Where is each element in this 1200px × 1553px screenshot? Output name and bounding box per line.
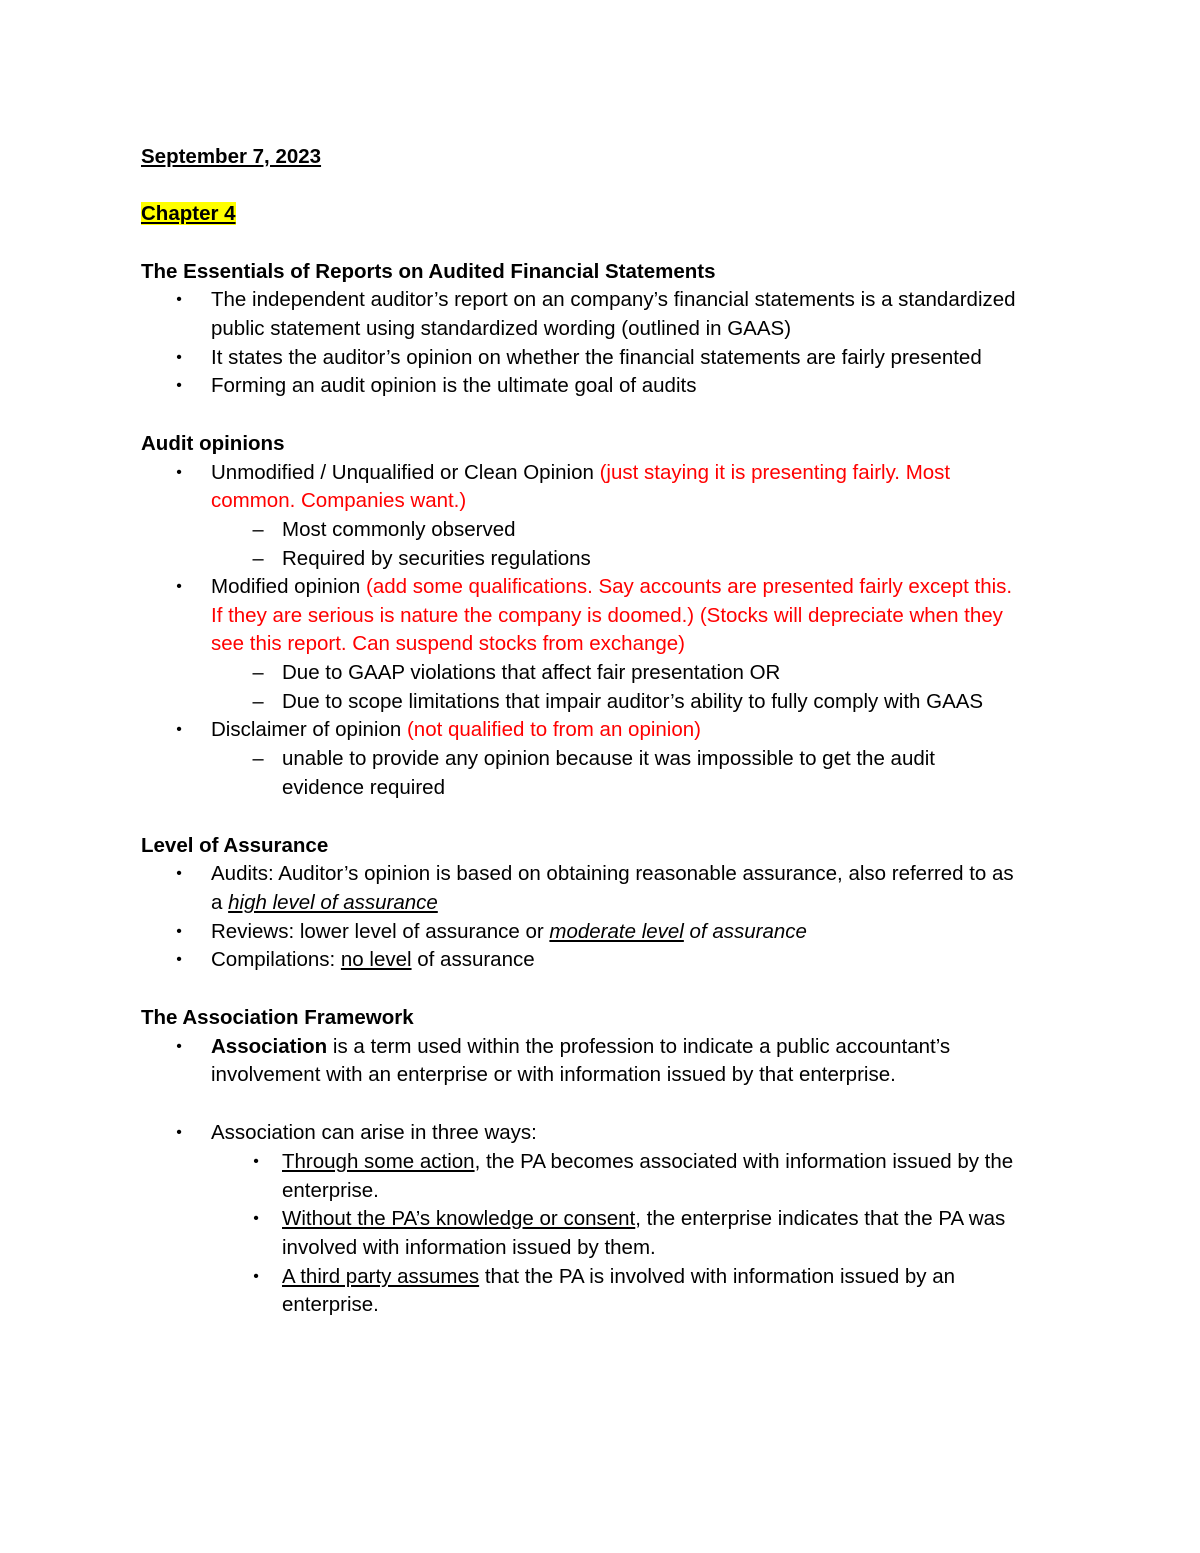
emphasis-text: high level of assurance <box>228 891 438 914</box>
sub-item-text: evidence required <box>282 776 445 799</box>
bullet: • <box>176 1124 182 1141</box>
bullet: • <box>176 377 182 394</box>
sub-item-text: Due to scope limitations that impair auditor’s ability to fully comply with GAAS <box>282 690 984 713</box>
list-item-text: Association can arise in three ways: <box>211 1121 537 1144</box>
sub-item-text: Required by securities regulations <box>282 547 591 570</box>
red-note: see this report. Can suspend stocks from exchange) <box>211 632 686 655</box>
opinion-label: Disclaimer of opinion <box>211 718 407 741</box>
list-item-text <box>211 1033 950 1061</box>
text-fragment: , the enterprise indicates that the PA was <box>635 1207 1006 1230</box>
red-note: common. Companies want.) <box>211 489 467 512</box>
list-item-text: Audits: Auditor’s opinion is based on obtaining reasonable assurance, also referred to as <box>211 862 1014 885</box>
list-item-modified <box>211 573 1012 601</box>
list-item-unmodified <box>211 459 950 487</box>
opinion-label: Unmodified / Unqualified or Clean Opinion <box>211 461 600 484</box>
bullet: • <box>176 291 182 308</box>
dash: – <box>252 691 264 713</box>
sub-item-text: Most commonly observed <box>282 518 516 541</box>
list-item-text <box>211 918 807 946</box>
sub-item-text: Due to GAAP violations that affect fair presentation OR <box>282 661 781 684</box>
section-heading-association-framework: The Association Framework <box>141 1006 414 1029</box>
list-item-text: The independent auditor’s report on an company’s financial statements is a standardized <box>211 288 1016 311</box>
bullet: • <box>176 1038 182 1055</box>
sub-item-text: enterprise. <box>282 1293 379 1316</box>
underlined-text: no level <box>340 948 412 971</box>
sub-item-text: enterprise. <box>282 1179 379 1202</box>
italic-text: of assurance <box>683 920 807 943</box>
bullet: • <box>253 1153 259 1170</box>
text-fragment: Compilations: <box>211 948 341 971</box>
underlined-text: A third party assumes <box>282 1265 480 1288</box>
sub-item-text <box>282 1148 1013 1176</box>
section-heading-audit-opinions: Audit opinions <box>141 432 285 455</box>
red-note: (add some qualifications. Say accounts are presented fairly except this. <box>366 575 1013 598</box>
sub-item-text <box>282 1263 955 1291</box>
bullet: • <box>176 721 182 738</box>
emphasis-text: moderate level <box>549 920 684 943</box>
dash: – <box>252 548 264 570</box>
bullet: • <box>253 1268 259 1285</box>
dash: – <box>252 519 264 541</box>
list-item-text: Forming an audit opinion is the ultimate goal of audits <box>211 374 697 397</box>
section-heading-level-of-assurance: Level of Assurance <box>141 834 329 857</box>
list-item-text: public statement using standardized wording (outlined in GAAS) <box>211 317 792 340</box>
red-note: (not qualified to from an opinion) <box>406 718 701 741</box>
text-fragment: Reviews: lower level of assurance or <box>211 920 550 943</box>
bullet: • <box>176 349 182 366</box>
bullet: • <box>176 464 182 481</box>
underlined-text: Through some action <box>282 1150 475 1173</box>
list-item-text: It states the auditor’s opinion on whether the financial statements are fairly presented <box>211 346 982 369</box>
chapter-highlight: Chapter 4 <box>141 202 236 225</box>
underlined-text: Without the PA’s knowledge or consent <box>282 1207 636 1230</box>
bullet: • <box>176 865 182 882</box>
text-fragment: , the PA becomes associated with information issued by the <box>474 1150 1014 1173</box>
bullet: • <box>253 1210 259 1227</box>
opinion-label: Modified opinion <box>211 575 366 598</box>
list-item-text: involvement with an enterprise or with information issued by that enterprise. <box>211 1063 896 1086</box>
text-fragment: is a term used within the profession to indicate a public accountant’s <box>327 1035 951 1058</box>
red-note: (just staying it is presenting fairly. Most <box>599 461 951 484</box>
list-item-disclaimer <box>211 716 701 744</box>
list-item-text <box>211 946 535 974</box>
text-fragment: that the PA is involved with information issued by an <box>479 1265 956 1288</box>
text-fragment: a <box>211 891 229 914</box>
dash: – <box>252 662 264 684</box>
sub-item-text: unable to provide any opinion because it was impossible to get the audit <box>282 747 936 770</box>
sub-item-text: involved with information issued by them. <box>282 1236 656 1259</box>
section-heading-essentials: The Essentials of Reports on Audited Financial Statements <box>141 260 716 283</box>
chapter-heading <box>141 200 236 228</box>
date-heading: September 7, 2023 <box>141 145 322 168</box>
bullet: • <box>176 923 182 940</box>
defined-term: Association <box>211 1035 328 1058</box>
bullet: • <box>176 951 182 968</box>
dash: – <box>252 748 264 770</box>
sub-item-text <box>282 1205 1005 1233</box>
bullet: • <box>176 578 182 595</box>
red-note: If they are serious is nature the company is doomed.) (Stocks will depreciate when they <box>211 604 1003 627</box>
list-item-text <box>211 889 438 917</box>
text-fragment: of assurance <box>411 948 535 971</box>
